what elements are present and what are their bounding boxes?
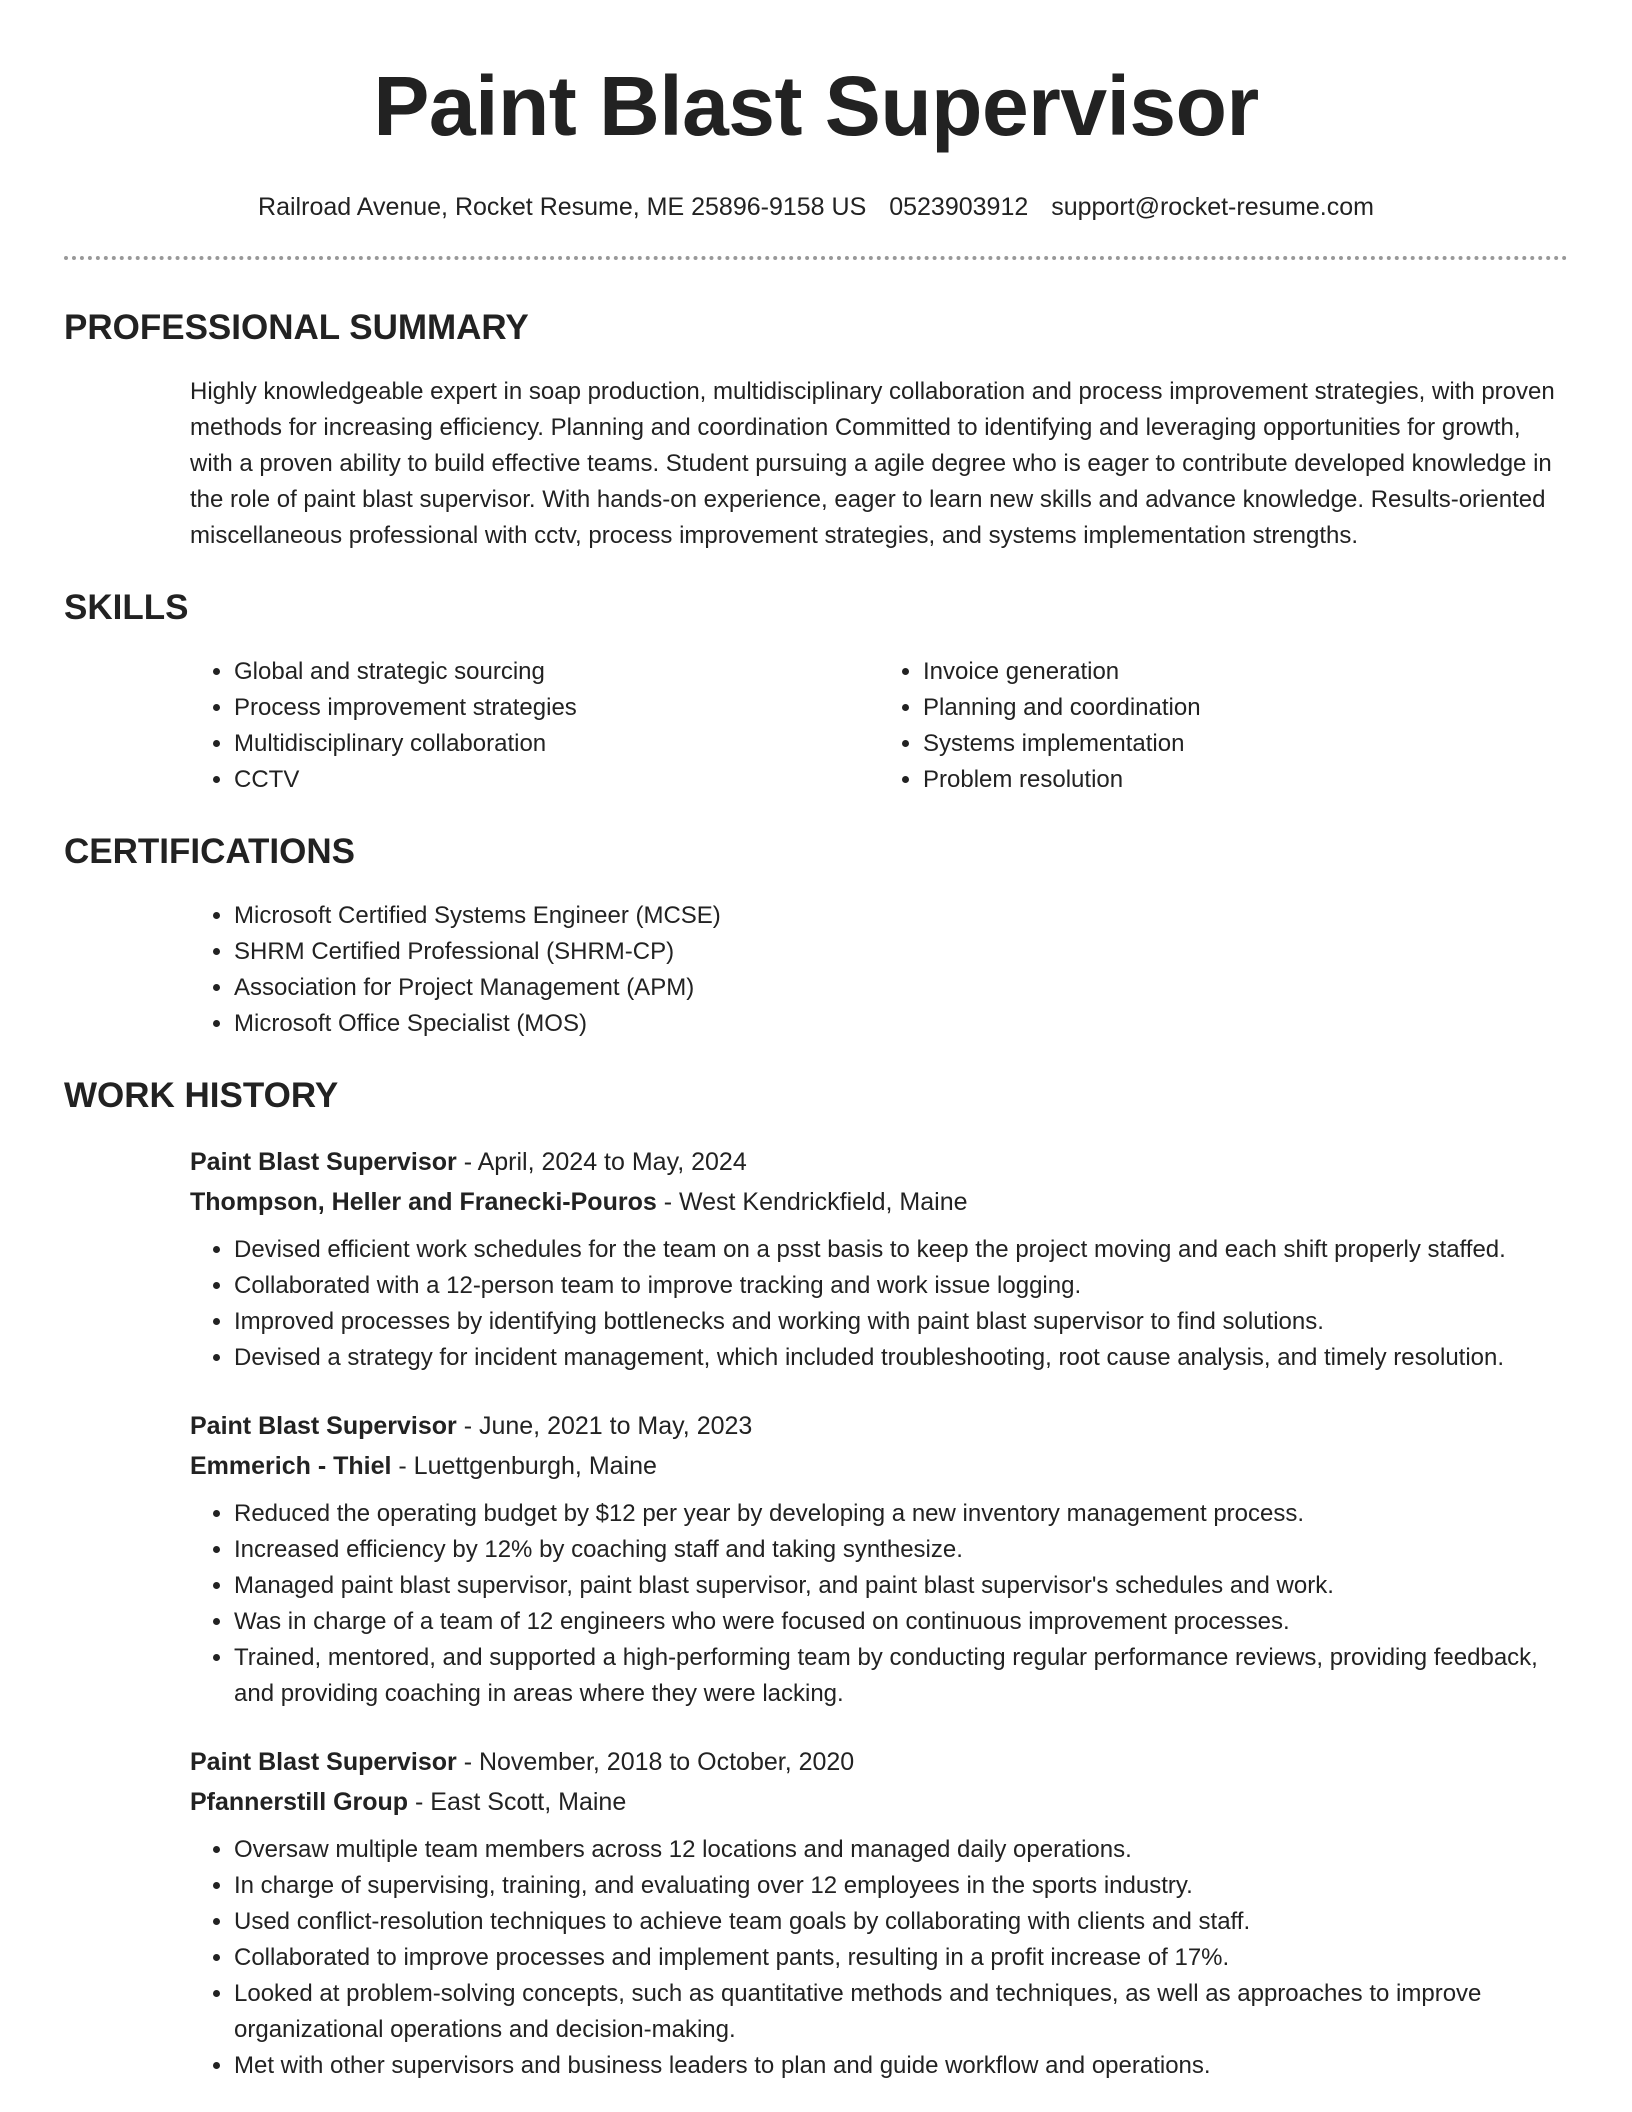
contact-info: [64, 192, 1568, 222]
certification-item: • Association for Project Management (APM): [234, 970, 1568, 1006]
certification-item: • SHRM Certified Professional (SHRM-CP): [234, 934, 1568, 970]
job-bullet: • Increased efficiency by 12% by coaching staff and taking synthesize.: [234, 1532, 1568, 1568]
job-title-line: [190, 1742, 1568, 1782]
skills-column-right: [879, 654, 1568, 798]
job-bullet: • Met with other supervisors and business leaders to plan and guide workflow and operations.: [234, 2048, 1568, 2084]
job-bullet: • Collaborated with a 12-person team to improve tracking and work issue logging.: [234, 1268, 1568, 1304]
job-company-line: [190, 1782, 1568, 1822]
skill-item: • Process improvement strategies: [234, 690, 879, 726]
skills-section: [64, 588, 1568, 798]
job-location: - Luettgenburgh, Maine: [391, 1452, 657, 1480]
skill-item: • Invoice generation: [923, 654, 1568, 690]
skills-column-left: [190, 654, 879, 798]
job-location: - East Scott, Maine: [408, 1788, 627, 1816]
job-company: Emmerich - Thiel: [190, 1452, 392, 1480]
job-company-line: [190, 1182, 1568, 1222]
job-bullets: [190, 1832, 1568, 2084]
summary-heading: PROFESSIONAL SUMMARY: [64, 308, 529, 347]
summary-text: Highly knowledgeable expert in soap production, multidisciplinary collaboration and process improvement strategies, with proven methods for increasing efficiency. Planning and coordination Committed to identifying and leveraging opportunities for growth, with a proven ability to build effective teams. Student pursuing a agile degree who is eager to contribute developed knowledge in the role of paint blast supervisor. With hands-on experience, eager to learn new skills and advance knowledge. Results-oriented miscellaneous professional with cctv, process improvement strategies, and systems implementation strengths.: [190, 378, 1555, 549]
skill-item: • Systems implementation: [923, 726, 1568, 762]
job-title-line: [190, 1142, 1568, 1182]
contact-address: Railroad Avenue, Rocket Resume, ME 25896-9158 US: [258, 193, 867, 221]
job-bullet: • Devised efficient work schedules for the team on a psst basis to keep the project moving and each shift properly staffed.: [234, 1232, 1568, 1268]
header-divider: [64, 256, 1568, 260]
certifications-section: [64, 832, 1568, 1042]
job-bullets: [190, 1232, 1568, 1376]
contact-phone: 0523903912: [889, 193, 1029, 221]
job-bullet: • Looked at problem-solving concepts, such as quantitative methods and techniques, as well as approaches to improve organizational operations and decision-making.: [234, 1976, 1568, 2048]
job-role: Paint Blast Supervisor: [190, 1748, 457, 1776]
job-bullet: • Oversaw multiple team members across 12 locations and managed daily operations.: [234, 1832, 1568, 1868]
job-entry: [190, 1742, 1568, 2084]
job-bullet: • Improved processes by identifying bottlenecks and working with paint blast supervisor to find solutions.: [234, 1304, 1568, 1340]
job-bullet: • Devised a strategy for incident management, which included troubleshooting, root cause analysis, and timely resolution.: [234, 1340, 1568, 1376]
skill-item: • Multidisciplinary collaboration: [234, 726, 879, 762]
job-role: Paint Blast Supervisor: [190, 1148, 457, 1176]
summary-section: [64, 308, 1568, 554]
work-history-heading: WORK HISTORY: [64, 1076, 339, 1115]
job-company: Thompson, Heller and Franecki-Pouros: [190, 1188, 657, 1216]
job-bullet: • Used conflict-resolution techniques to achieve team goals by collaborating with clients and staff.: [234, 1904, 1568, 1940]
candidate-name: Paint Blast Supervisor: [373, 59, 1259, 153]
job-bullet: • Was in charge of a team of 12 engineers who were focused on continuous improvement processes.: [234, 1604, 1568, 1640]
job-entry: [190, 1406, 1568, 1712]
job-role: Paint Blast Supervisor: [190, 1412, 457, 1440]
job-bullet: • Collaborated to improve processes and implement pants, resulting in a profit increase of 17%.: [234, 1940, 1568, 1976]
work-history-section: [64, 1076, 1568, 2084]
certifications-list: [190, 898, 1568, 1042]
skills-heading: SKILLS: [64, 588, 189, 627]
job-entry: [190, 1142, 1568, 1376]
resume-header: [64, 0, 1568, 260]
contact-email: support@rocket-resume.com: [1051, 193, 1374, 221]
job-company-line: [190, 1446, 1568, 1486]
job-bullet: • Managed paint blast supervisor, paint blast supervisor, and paint blast supervisor's schedules and work.: [234, 1568, 1568, 1604]
skill-item: • CCTV: [234, 762, 879, 798]
skill-item: • Planning and coordination: [923, 690, 1568, 726]
job-bullet: • Trained, mentored, and supported a high-performing team by conducting regular performance reviews, providing feedback, and providing coaching in areas where they were lacking.: [234, 1640, 1568, 1712]
job-dates: - November, 2018 to October, 2020: [456, 1748, 855, 1776]
skill-item: • Global and strategic sourcing: [234, 654, 879, 690]
job-bullet: • In charge of supervising, training, and evaluating over 12 employees in the sports industry.: [234, 1868, 1568, 1904]
job-bullet: • Reduced the operating budget by $12 per year by developing a new inventory management process.: [234, 1496, 1568, 1532]
job-company: Pfannerstill Group: [190, 1788, 409, 1816]
skills-grid: [190, 654, 1568, 798]
skill-item: • Problem resolution: [923, 762, 1568, 798]
certification-item: • Microsoft Office Specialist (MOS): [234, 1006, 1568, 1042]
job-location: - West Kendrickfield, Maine: [656, 1188, 968, 1216]
certification-item: • Microsoft Certified Systems Engineer (MCSE): [234, 898, 1568, 934]
certifications-heading: CERTIFICATIONS: [64, 832, 356, 871]
job-dates: - June, 2021 to May, 2023: [456, 1412, 753, 1440]
job-title-line: [190, 1406, 1568, 1446]
job-dates: - April, 2024 to May, 2024: [456, 1148, 747, 1176]
job-bullets: [190, 1496, 1568, 1712]
